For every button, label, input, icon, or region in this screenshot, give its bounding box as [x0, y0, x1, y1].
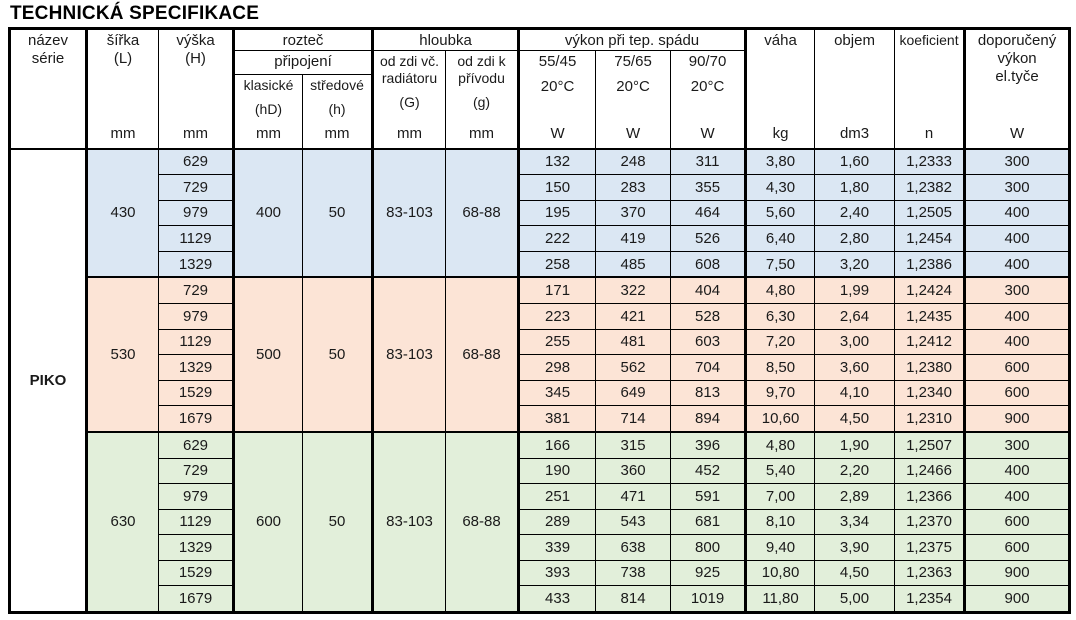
cell-vykon-90-70: 894	[671, 406, 746, 432]
cell-vaha: 8,50	[746, 355, 815, 381]
cell-koeficient: 1,2363	[895, 560, 965, 586]
header-label: středové	[310, 77, 364, 93]
header-koeficient	[895, 29, 965, 149]
table-row	[10, 535, 1070, 561]
cell-vaha: 10,60	[746, 406, 815, 432]
header-vyska	[159, 29, 234, 149]
spec-table-header	[10, 29, 1070, 149]
cell-objem: 5,00	[815, 586, 895, 613]
cell-doporuceny-vykon: 400	[965, 251, 1070, 277]
header-label: šířka	[106, 32, 140, 49]
header-label: (hD)	[254, 101, 283, 117]
cell-vykon-75-65: 543	[596, 509, 671, 535]
header-objem	[815, 29, 895, 149]
cell-doporuceny-vykon: 400	[965, 329, 1070, 355]
cell-hloubka-privod: 68-88	[446, 149, 519, 278]
cell-vykon-90-70: 452	[671, 458, 746, 484]
cell-vaha: 9,70	[746, 380, 815, 406]
table-row	[10, 406, 1070, 432]
header-sirka	[87, 29, 159, 149]
header-label: výkon při tep. spádu	[564, 32, 700, 49]
cell-koeficient: 1,2366	[895, 484, 965, 510]
header-label: (h)	[328, 101, 346, 117]
table-row	[10, 458, 1070, 484]
header-unit: W	[1009, 124, 1025, 142]
cell-doporuceny-vykon: 900	[965, 586, 1070, 613]
cell-koeficient: 1,2466	[895, 458, 965, 484]
table-row	[10, 226, 1070, 252]
cell-vyska: 1529	[159, 560, 234, 586]
header-label: připojení	[274, 53, 332, 70]
cell-koeficient: 1,2310	[895, 406, 965, 432]
cell-koeficient: 1,2507	[895, 432, 965, 458]
table-row	[10, 509, 1070, 535]
header-label: 75/65	[614, 53, 652, 70]
header-label: (L)	[113, 50, 133, 67]
header-unit: mm	[183, 124, 208, 142]
header-vykon	[519, 29, 746, 51]
cell-koeficient: 1,2454	[895, 226, 965, 252]
header-unit: n	[924, 124, 934, 142]
cell-doporuceny-vykon: 300	[965, 175, 1070, 201]
cell-vykon-90-70: 925	[671, 560, 746, 586]
cell-vykon-55-45: 433	[519, 586, 596, 613]
cell-vykon-90-70: 681	[671, 509, 746, 535]
cell-vykon-90-70: 311	[671, 149, 746, 175]
cell-vykon-55-45: 345	[519, 380, 596, 406]
header-label: klasické	[243, 77, 294, 93]
header-unit: W	[625, 124, 641, 142]
header-label: (H)	[185, 50, 206, 67]
cell-roztec-stredove: 50	[303, 277, 373, 431]
table-row	[10, 251, 1070, 277]
table-row	[10, 432, 1070, 458]
cell-vaha: 6,40	[746, 226, 815, 252]
cell-sirka: 630	[87, 432, 159, 613]
cell-vyska: 1129	[159, 226, 234, 252]
cell-vykon-55-45: 132	[519, 149, 596, 175]
header-klasicke	[234, 75, 303, 149]
cell-vaha: 10,80	[746, 560, 815, 586]
header-label: koeficient	[899, 32, 959, 48]
header-roztec	[234, 29, 373, 51]
cell-vykon-75-65: 283	[596, 175, 671, 201]
header-label: (g)	[472, 94, 491, 110]
cell-vykon-75-65: 471	[596, 484, 671, 510]
cell-vyska: 1129	[159, 329, 234, 355]
header-od-zdi-k-privodu	[446, 51, 519, 149]
cell-vaha: 7,00	[746, 484, 815, 510]
header-label: přívodu	[458, 70, 505, 86]
cell-vykon-55-45: 381	[519, 406, 596, 432]
cell-vykon-55-45: 298	[519, 355, 596, 381]
cell-objem: 4,10	[815, 380, 895, 406]
header-unit: W	[550, 124, 565, 142]
cell-vykon-55-45: 251	[519, 484, 596, 510]
header-label: 20°C	[690, 78, 725, 95]
cell-vykon-90-70: 813	[671, 380, 746, 406]
cell-vaha: 3,80	[746, 149, 815, 175]
cell-hloubka-radiator: 83-103	[373, 149, 446, 278]
cell-sirka: 430	[87, 149, 159, 278]
cell-koeficient: 1,2386	[895, 251, 965, 277]
cell-objem: 1,80	[815, 175, 895, 201]
header-unit: dm3	[839, 124, 870, 142]
header-unit: mm	[324, 124, 350, 142]
cell-doporuceny-vykon: 400	[965, 458, 1070, 484]
cell-objem: 2,40	[815, 200, 895, 226]
header-label: el.tyče	[995, 68, 1039, 85]
cell-vykon-55-45: 289	[519, 509, 596, 535]
cell-roztec-stredove: 50	[303, 149, 373, 278]
cell-vykon-90-70: 355	[671, 175, 746, 201]
cell-vykon-75-65: 562	[596, 355, 671, 381]
cell-hloubka-privod: 68-88	[446, 432, 519, 613]
spec-table	[8, 27, 1071, 614]
table-row	[10, 380, 1070, 406]
cell-roztec-stredove: 50	[303, 432, 373, 613]
cell-doporuceny-vykon: 400	[965, 304, 1070, 330]
table-row	[10, 329, 1070, 355]
header-unit: W	[700, 124, 715, 142]
table-row	[10, 149, 1070, 175]
cell-vykon-75-65: 481	[596, 329, 671, 355]
table-row	[10, 484, 1070, 510]
cell-vyska: 629	[159, 432, 234, 458]
cell-objem: 3,20	[815, 251, 895, 277]
cell-doporuceny-vykon: 300	[965, 149, 1070, 175]
cell-vyska: 729	[159, 277, 234, 303]
header-label: název	[27, 32, 69, 49]
table-row	[10, 200, 1070, 226]
cell-doporuceny-vykon: 300	[965, 432, 1070, 458]
cell-objem: 2,20	[815, 458, 895, 484]
cell-koeficient: 1,2340	[895, 380, 965, 406]
header-label: hloubka	[419, 32, 472, 49]
cell-koeficient: 1,2380	[895, 355, 965, 381]
header-unit: mm	[469, 124, 495, 142]
cell-doporuceny-vykon: 600	[965, 535, 1070, 561]
cell-vyska: 729	[159, 175, 234, 201]
cell-vykon-90-70: 591	[671, 484, 746, 510]
cell-objem: 3,00	[815, 329, 895, 355]
header-od-zdi-vc-radiatoru	[373, 51, 446, 149]
cell-vykon-55-45: 171	[519, 277, 596, 303]
cell-vaha: 5,60	[746, 200, 815, 226]
header-label: výkon	[997, 50, 1037, 67]
cell-vyska: 1329	[159, 535, 234, 561]
table-row	[10, 586, 1070, 613]
cell-vaha: 4,80	[746, 277, 815, 303]
cell-koeficient: 1,2354	[895, 586, 965, 613]
cell-koeficient: 1,2375	[895, 535, 965, 561]
cell-vyska: 979	[159, 200, 234, 226]
cell-vykon-75-65: 649	[596, 380, 671, 406]
cell-roztec-klasicke: 400	[234, 149, 303, 278]
cell-vykon-90-70: 464	[671, 200, 746, 226]
cell-vykon-75-65: 322	[596, 277, 671, 303]
cell-doporuceny-vykon: 600	[965, 355, 1070, 381]
spec-table-body	[10, 149, 1070, 613]
cell-vyska: 1129	[159, 509, 234, 535]
cell-vykon-90-70: 396	[671, 432, 746, 458]
cell-objem: 2,89	[815, 484, 895, 510]
table-row	[10, 355, 1070, 381]
cell-vaha: 8,10	[746, 509, 815, 535]
cell-vykon-90-70: 528	[671, 304, 746, 330]
cell-objem: 3,60	[815, 355, 895, 381]
table-row	[10, 304, 1070, 330]
cell-vaha: 4,80	[746, 432, 815, 458]
cell-vykon-90-70: 1019	[671, 586, 746, 613]
cell-vaha: 5,40	[746, 458, 815, 484]
header-stredove	[303, 75, 373, 149]
cell-objem: 2,64	[815, 304, 895, 330]
table-row	[10, 277, 1070, 303]
cell-vykon-75-65: 360	[596, 458, 671, 484]
cell-vykon-55-45: 339	[519, 535, 596, 561]
header-label: (G)	[399, 94, 420, 110]
cell-objem: 3,34	[815, 509, 895, 535]
cell-objem: 1,99	[815, 277, 895, 303]
cell-vykon-90-70: 800	[671, 535, 746, 561]
cell-vaha: 6,30	[746, 304, 815, 330]
table-row	[10, 175, 1070, 201]
cell-vyska: 729	[159, 458, 234, 484]
cell-vykon-75-65: 814	[596, 586, 671, 613]
cell-vyska: 1679	[159, 586, 234, 613]
header-label: 20°C	[616, 78, 650, 95]
header-label: 90/70	[688, 53, 727, 70]
cell-vyska: 979	[159, 484, 234, 510]
cell-objem: 2,80	[815, 226, 895, 252]
cell-vykon-55-45: 150	[519, 175, 596, 201]
cell-koeficient: 1,2412	[895, 329, 965, 355]
cell-vyska: 629	[159, 149, 234, 175]
header-label: 55/45	[538, 53, 577, 70]
cell-vykon-90-70: 704	[671, 355, 746, 381]
header-unit: mm	[110, 124, 136, 142]
cell-vaha: 4,30	[746, 175, 815, 201]
cell-vykon-75-65: 638	[596, 535, 671, 561]
cell-koeficient: 1,2505	[895, 200, 965, 226]
cell-koeficient: 1,2333	[895, 149, 965, 175]
cell-doporuceny-vykon: 400	[965, 484, 1070, 510]
header-pripojeni	[234, 51, 373, 75]
cell-hloubka-privod: 68-88	[446, 277, 519, 431]
header-label: série	[31, 50, 65, 67]
header-unit: mm	[397, 124, 423, 142]
cell-vykon-55-45: 223	[519, 304, 596, 330]
cell-vykon-90-70: 603	[671, 329, 746, 355]
table-row	[10, 560, 1070, 586]
cell-vyska: 1529	[159, 380, 234, 406]
header-unit: kg	[772, 124, 789, 142]
header-temp-55-45	[519, 51, 596, 149]
cell-vykon-55-45: 393	[519, 560, 596, 586]
header-label: objem	[834, 32, 875, 49]
cell-vykon-55-45: 166	[519, 432, 596, 458]
header-label: od zdi vč.	[379, 53, 440, 69]
cell-objem: 3,90	[815, 535, 895, 561]
cell-doporuceny-vykon: 600	[965, 509, 1070, 535]
cell-vykon-90-70: 404	[671, 277, 746, 303]
cell-koeficient: 1,2370	[895, 509, 965, 535]
header-label: váha	[764, 32, 797, 49]
header-doporuceny	[965, 29, 1070, 149]
cell-vaha: 9,40	[746, 535, 815, 561]
cell-koeficient: 1,2435	[895, 304, 965, 330]
cell-objem: 4,50	[815, 406, 895, 432]
cell-sirka: 530	[87, 277, 159, 431]
cell-vyska: 979	[159, 304, 234, 330]
header-nazev-serie	[10, 29, 87, 149]
cell-vykon-55-45: 255	[519, 329, 596, 355]
cell-vykon-75-65: 248	[596, 149, 671, 175]
cell-vyska: 1679	[159, 406, 234, 432]
cell-vykon-90-70: 526	[671, 226, 746, 252]
cell-vykon-75-65: 419	[596, 226, 671, 252]
header-label: 20°C	[540, 78, 575, 95]
cell-vykon-75-65: 714	[596, 406, 671, 432]
page-title: TECHNICKÁ SPECIFIKACE	[10, 3, 260, 24]
cell-vykon-55-45: 195	[519, 200, 596, 226]
cell-vykon-75-65: 738	[596, 560, 671, 586]
header-hloubka	[373, 29, 519, 51]
cell-doporuceny-vykon: 400	[965, 200, 1070, 226]
cell-hloubka-radiator: 83-103	[373, 277, 446, 431]
header-temp-90-70	[671, 51, 746, 149]
header-label: rozteč	[282, 32, 324, 49]
header-unit: mm	[256, 124, 281, 142]
cell-vyska: 1329	[159, 355, 234, 381]
cell-vykon-55-45: 258	[519, 251, 596, 277]
cell-doporuceny-vykon: 900	[965, 406, 1070, 432]
cell-vaha: 7,50	[746, 251, 815, 277]
cell-objem: 4,50	[815, 560, 895, 586]
cell-doporuceny-vykon: 300	[965, 277, 1070, 303]
cell-roztec-klasicke: 500	[234, 277, 303, 431]
cell-roztec-klasicke: 600	[234, 432, 303, 613]
header-vaha	[746, 29, 815, 149]
cell-vykon-75-65: 315	[596, 432, 671, 458]
cell-koeficient: 1,2382	[895, 175, 965, 201]
cell-vaha: 11,80	[746, 586, 815, 613]
header-temp-75-65	[596, 51, 671, 149]
cell-vykon-75-65: 485	[596, 251, 671, 277]
header-label: radiátoru	[381, 70, 438, 86]
cell-vaha: 7,20	[746, 329, 815, 355]
cell-vykon-90-70: 608	[671, 251, 746, 277]
cell-hloubka-radiator: 83-103	[373, 432, 446, 613]
cell-vykon-75-65: 421	[596, 304, 671, 330]
cell-doporuceny-vykon: 600	[965, 380, 1070, 406]
cell-vykon-75-65: 370	[596, 200, 671, 226]
header-label: doporučený	[977, 32, 1057, 49]
cell-doporuceny-vykon: 400	[965, 226, 1070, 252]
cell-objem: 1,90	[815, 432, 895, 458]
header-label: výška	[176, 32, 215, 49]
series-name-cell: PIKO	[10, 149, 87, 613]
cell-vykon-55-45: 190	[519, 458, 596, 484]
cell-koeficient: 1,2424	[895, 277, 965, 303]
cell-doporuceny-vykon: 900	[965, 560, 1070, 586]
cell-objem: 1,60	[815, 149, 895, 175]
header-label: od zdi k	[457, 53, 506, 69]
cell-vykon-55-45: 222	[519, 226, 596, 252]
cell-vyska: 1329	[159, 251, 234, 277]
